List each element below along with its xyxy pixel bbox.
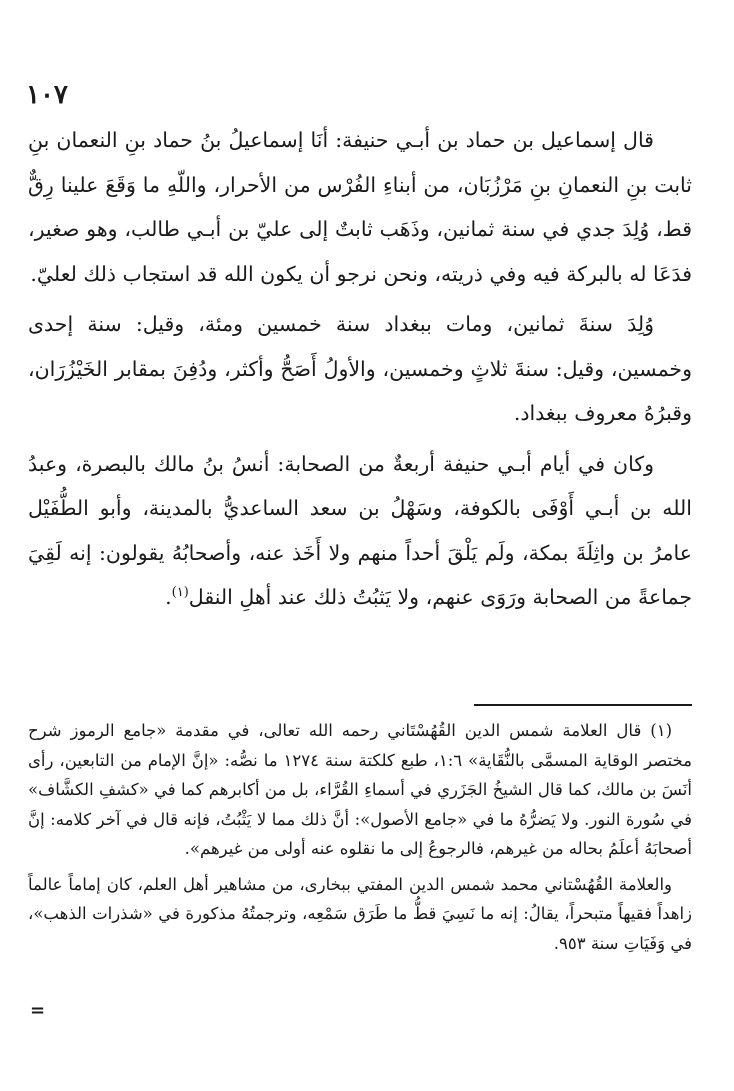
continuation-mark: = xyxy=(30,1000,46,1021)
paragraph-3-text: وكان في أيام أبـي حنيفة أربعةٌ من الصحابة: أنسُ بنُ مالك بالبصرة، وعبدُ الله بن أبـي أَوْفَى بالكوفة، وسَهْلُ بن سعد الساعديُّ بالمدينة، وأبو الطُّفَيْل عامرُ بن واثِلَةَ بمكة، ولَم يَلْقَ أحداً منهم ولا أَخَذ عنه، وأصحابُهُ يقولون: إنه لَقِيَ جماعةً من الصحابة ورَوَى عنهم، ولا يَثبُتُ ذلك عند أهلِ النقل xyxy=(28,451,692,609)
main-text xyxy=(28,118,692,626)
footnote-reference[interactable]: (١) xyxy=(171,585,189,601)
footnotes xyxy=(28,716,692,964)
paragraph-3-end: . xyxy=(165,585,172,609)
footnote-separator xyxy=(474,704,692,706)
paragraph-1: قال إسماعيل بن حماد بن أبـي حنيفة: أنَا إسماعيلُ بنُ حماد بنِ النعمان بنِ ثابت بنِ النعمانِ بنِ مَرْزُبَان، من أبناءِ الفُرْس من الأحرار، واللّهِ ما وَقَعَ علينا رِقٌّ قط، وُلِدَ جدي في سنة ثمانين، وذَهَب ثابتٌ إلى عليّ بن أبـي طالب، وهو صغير، فدَعَا له بالبركة فيه وفي ذريته، ونحن نرجو أن يكون الله قد استجاب ذلك لعليّ. xyxy=(28,128,692,286)
paragraph-2: وُلِدَ سنةَ ثمانين، ومات ببغداد سنة خمسين ومئة، وقيل: سنة إحدى وخمسين، وقيل: سنةَ ثلاثٍ وخمسين، والأولُ أَصَحُّ وأكثر، ودُفِنَ بمقابر الخَيْزُرَان، وقبرُهُ معروف ببغداد. xyxy=(28,312,692,425)
page-number: ١٠٧ xyxy=(26,80,68,110)
paragraph-3 xyxy=(28,442,692,620)
footnote-1-continued: والعلامة القُهُسْتاني محمد شمس الدين المفتي ببخارى، من مشاهير أهل العلم، كان إماماً عالماً زاهداً فقيهاً متبحراً، يقالُ: إنه ما نَسِيَ قطُّ ما طَرَق سَمْعِه، وترجمتُهُ مذكورة في «شذرات الذهب»، في وَفَيَاتِ سنة ٩٥٣. xyxy=(28,874,693,953)
footnote-1: (١) قال العلامة شمس الدين القُهُسْتَاني رحمه الله تعالى، في مقدمة «جامع الرموز شرح مختصر الوقاية المسمَّى بالنُّقَاية» ١:٦، طبع كلكتة سنة ١٢٧٤ ما نصُّه: «إنَّ الإمام من التابعين، رأى أنَسَ بن مالك، كما قال الشيخُ الجَزَري في أسماءِ القُرَّاء، بل من أكابرهم كما في «كشفِ الكشَّاف» في سُورة النور. ولا يَضرُّهُ ما في «جامع الأصول»: أنَّ ذلك مما لا يَثْبُتُ، فإنه قال في آخر كلامه: إنَّ أصحابَهُ أعلَمُ بحاله من غيرهم، فالرجوعُ إلى ما نقلوه عنه أولى من غيرهم». xyxy=(28,721,692,858)
